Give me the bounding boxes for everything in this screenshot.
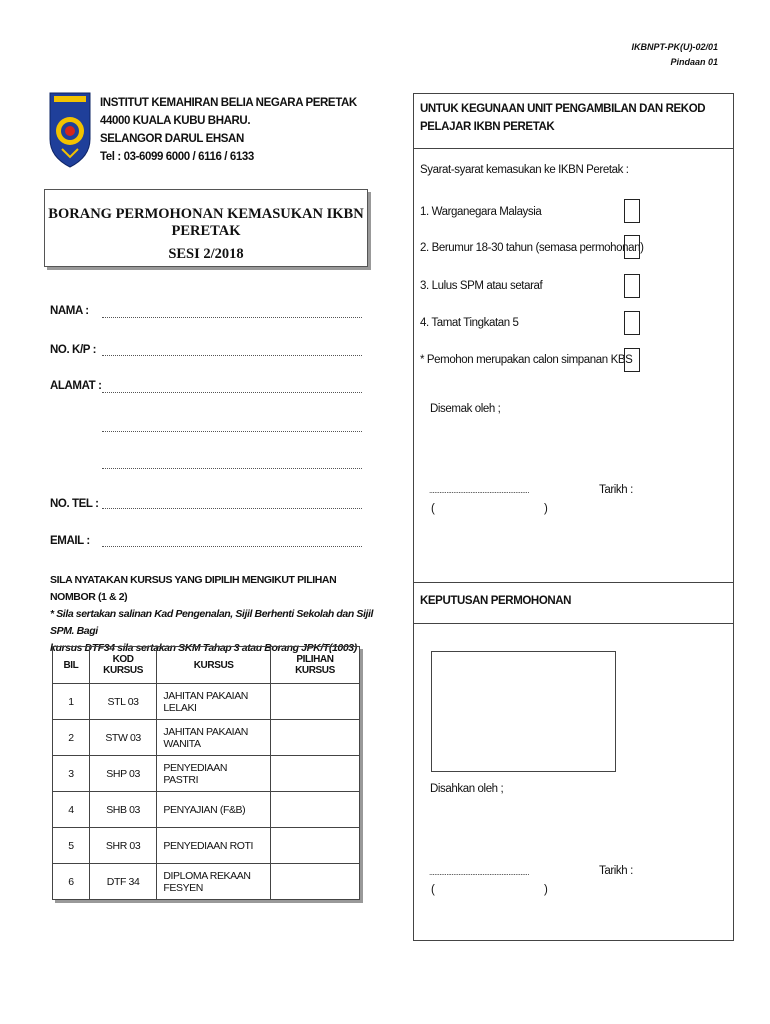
institute-tel: Tel : 03-6099 6000 / 6116 / 6133	[100, 151, 254, 163]
row-kursus: JAHITAN PAKAIAN WANITA	[157, 720, 271, 756]
approved-by-signature-line[interactable]: ..........................................................	[429, 868, 529, 877]
approved-by-paren-close: )	[544, 884, 548, 896]
instruction-line2: * Sila sertakan salinan Kad Pengenalan, Sijil Berhenti Sekolah dan Sijil SPM. Bagi	[50, 608, 374, 637]
row-kursus: JAHITAN PAKAIAN LELAKI	[157, 684, 271, 720]
row-bil: 4	[53, 792, 90, 828]
requirement-2: 2. Berumur 18-30 tahun (semasa permohonan)	[420, 242, 644, 254]
field-notel-line[interactable]	[102, 508, 362, 509]
table-row	[53, 756, 360, 792]
office-use-header-box	[414, 94, 733, 149]
row-bil: 6	[53, 864, 90, 900]
institute-address1: 44000 KUALA KUBU BHARU.	[100, 115, 251, 127]
row-kursus: DIPLOMA REKAAN FESYEN	[157, 864, 271, 900]
field-nokp-label: NO. K/P :	[50, 344, 97, 356]
checked-by-paren-open: (	[431, 503, 435, 515]
approved-date-label: Tarikh :	[599, 865, 633, 877]
document-code	[631, 40, 718, 70]
office-use-panel	[413, 93, 734, 941]
field-notel-label: NO. TEL :	[50, 498, 99, 510]
field-nama-label: NAMA :	[50, 305, 89, 317]
checked-by-label: Disemak oleh ;	[430, 403, 501, 415]
requirement-5: * Pemohon merupakan calon simpanan KBS	[420, 354, 633, 366]
field-alamat-line1[interactable]	[102, 392, 362, 393]
table-row	[53, 720, 360, 756]
table-row	[53, 684, 360, 720]
checked-by-signature-line[interactable]: ..........................................................	[429, 486, 529, 495]
header-kursus: KURSUS	[157, 647, 271, 684]
requirements-title: Syarat-syarat kemasukan ke IKBN Peretak :	[420, 164, 629, 176]
field-email-line[interactable]	[102, 546, 362, 547]
row-pilihan-cell[interactable]	[270, 720, 359, 756]
row-kod: STL 03	[89, 684, 157, 720]
office-use-header: UNTUK KEGUNAAN UNIT PENGAMBILAN DAN REKOD PELAJAR IKBN PERETAK	[420, 103, 706, 133]
row-kod: SHB 03	[89, 792, 157, 828]
row-kursus: PENYAJIAN (F&B)	[157, 792, 271, 828]
row-bil: 1	[53, 684, 90, 720]
table-row	[53, 864, 360, 900]
document-code-line2: Pindaan 01	[670, 57, 718, 67]
header-bil: BIL	[53, 647, 90, 684]
approved-by-paren-open: (	[431, 884, 435, 896]
table-row	[53, 828, 360, 864]
course-table-header	[53, 647, 360, 684]
row-kod: DTF 34	[89, 864, 157, 900]
requirement-5-checkbox[interactable]	[624, 348, 640, 372]
row-pilihan-cell[interactable]	[270, 828, 359, 864]
form-session: SESI 2/2018	[168, 246, 244, 262]
row-kod: SHR 03	[89, 828, 157, 864]
requirement-1: 1. Warganegara Malaysia	[420, 206, 542, 218]
header-kod: KOD KURSUS	[89, 647, 157, 684]
requirement-2-checkbox[interactable]	[624, 235, 640, 259]
row-pilihan-cell[interactable]	[270, 864, 359, 900]
course-instructions	[50, 572, 380, 657]
instruction-line3: kursus DTF34 sila sertakan SKM Tahap 3 atau Borang JPK/T(1003)	[50, 642, 357, 654]
institute-info	[100, 94, 357, 166]
approved-by-label: Disahkan oleh ;	[430, 783, 504, 795]
institute-address2: SELANGOR DARUL EHSAN	[100, 133, 244, 145]
form-title: BORANG PERMOHONAN KEMASUKAN IKBN PERETAK	[48, 206, 364, 239]
row-bil: 5	[53, 828, 90, 864]
row-kursus: PENYEDIAAN ROTI	[157, 828, 271, 864]
decision-box[interactable]	[431, 651, 616, 772]
row-kod: SHP 03	[89, 756, 157, 792]
field-email-label: EMAIL :	[50, 535, 90, 547]
field-alamat-label: ALAMAT :	[50, 380, 102, 392]
checked-date-label: Tarikh :	[599, 484, 633, 496]
checked-by-paren-close: )	[544, 503, 548, 515]
field-alamat-line2[interactable]	[102, 431, 362, 432]
form-title-box	[44, 189, 368, 267]
row-pilihan-cell[interactable]	[270, 756, 359, 792]
institute-logo	[48, 91, 92, 169]
institute-name: INSTITUT KEMAHIRAN BELIA NEGARA PERETAK	[100, 97, 357, 109]
row-kod: STW 03	[89, 720, 157, 756]
decision-header-box	[414, 582, 733, 624]
requirement-4: 4. Tamat Tingkatan 5	[420, 317, 519, 329]
document-code-line1: IKBNPT-PK(U)-02/01	[631, 42, 718, 52]
field-alamat-line3[interactable]	[102, 468, 362, 469]
requirement-3: 3. Lulus SPM atau setaraf	[420, 280, 543, 292]
row-kursus: PENYEDIAAN PASTRI	[157, 756, 271, 792]
instruction-line1: SILA NYATAKAN KURSUS YANG DIPILIH MENGIKUT PILIHAN NOMBOR (1 & 2)	[50, 574, 337, 603]
requirement-1-checkbox[interactable]	[624, 199, 640, 223]
course-table	[52, 646, 360, 900]
row-pilihan-cell[interactable]	[270, 684, 359, 720]
row-pilihan-cell[interactable]	[270, 792, 359, 828]
row-bil: 2	[53, 720, 90, 756]
table-row	[53, 792, 360, 828]
field-nokp-line[interactable]	[102, 355, 362, 356]
decision-header: KEPUTUSAN PERMOHONAN	[420, 595, 572, 607]
requirement-3-checkbox[interactable]	[624, 274, 640, 298]
header-pilihan: PILIHAN KURSUS	[270, 647, 359, 684]
row-bil: 3	[53, 756, 90, 792]
requirement-4-checkbox[interactable]	[624, 311, 640, 335]
field-nama-line[interactable]	[102, 317, 362, 318]
